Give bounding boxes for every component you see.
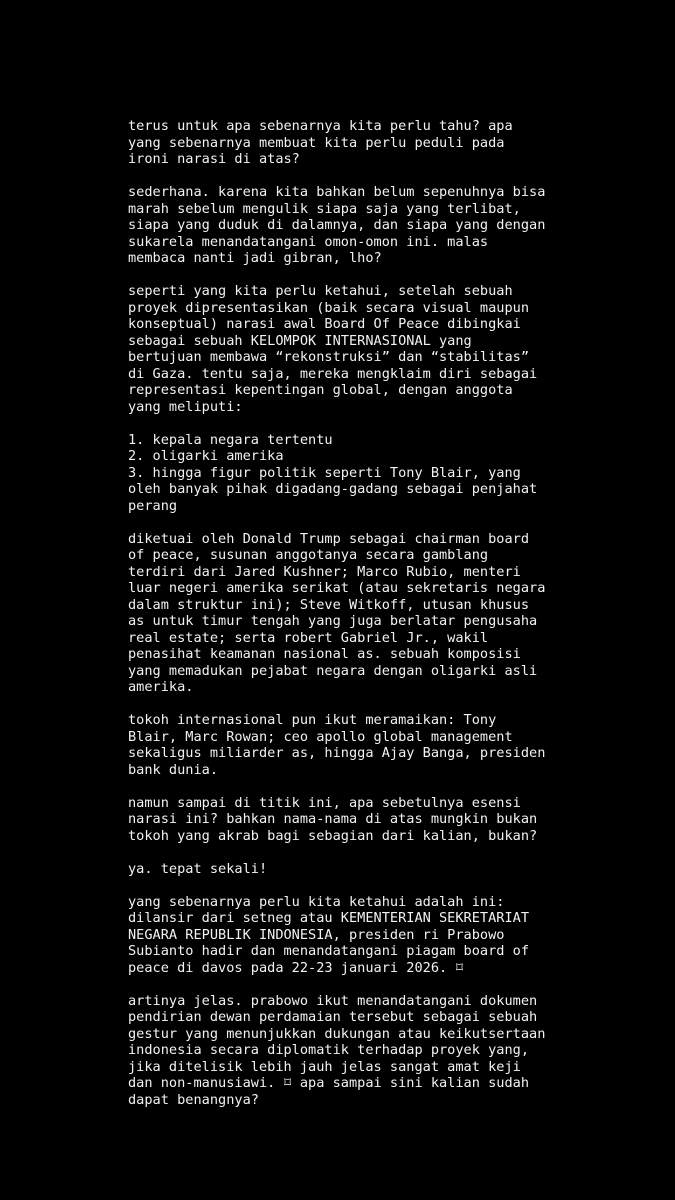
member-list [128, 432, 568, 515]
paragraph-members: diketuai oleh Donald Trump sebagai chairman board of peace, susunan anggotanya secara gamblang terdiri dari Jared Kushner; Marco Rubio, menteri luar negeri amerika serikat (atau sekretaris negara dalam struktur ini); Steve Witkoff, utusan khusus as untuk timur tengah yang juga berlatar pengusaha real estate; serta robert Gabriel Jr., wakil penasihat keamanan nasional as. sebuah komposisi yang memadukan pejabat negara dengan oligarki asli amerika. [128, 530, 546, 695]
list-item: 2. oligarki amerika [128, 448, 284, 464]
paragraph-exclamation: ya. tepat sekali! [128, 860, 268, 877]
paragraph-essence-question: namun sampai di titik ini, apa sebetulnya esensi narasi ini? bahkan nama-nama di atas mungkin bukan tokoh yang akrab bagi sebagian dari kalian, bukan? [128, 794, 538, 844]
paragraph-simple-answer: sederhana. karena kita bahkan belum sepenuhnya bisa marah sebelum mengulik siapa saja yang terlibat, siapa yang duduk di dalamnya, dan siapa yang dengan sukarela menandatangani omon-omon ini. malas membaca nanti jadi gibran, lho? [128, 184, 546, 266]
paragraph-question: terus untuk apa sebenarnya kita perlu tahu? apa yang sebenarnya membuat kita perlu peduli pada ironi narasi di atas? [128, 118, 513, 167]
list-item: 1. kepala negara tertentu [128, 431, 333, 448]
paragraph-board-of-peace-intro: seperti yang kita perlu ketahui, setelah sebuah proyek dipresentasikan (baik secara visual maupun konseptual) narasi awal Board Of Peace dibingkai sebagai sebuah KELOMPOK INTERNASIONAL yang bertujuan membawa “rekonstruksi” dan “stabilitas” di Gaza. tentu saja, mereka mengklaim diri sebagai representasi kepentingan global, dengan anggota yang meliputi: [128, 283, 538, 415]
paragraph-setneg: yang sebenarnya perlu kita ketahui adalah ini: dilansir dari setneg atau KEMENTERIAN SEKRETARIAT NEGARA REPUBLIK INDONESIA, presiden ri Prabowo Subianto hadir dan menandatangani piagam board of peace di davos pada 22-23 januari 2026. ⌑ [128, 893, 530, 976]
paragraph-international-figures: tokoh internasional pun ikut meramaikan: Tony Blair, Marc Rowan; ceo apollo global management sekaligus miliarder as, hingga Ajay Banga, presiden bank dunia. [128, 712, 546, 778]
story-text-block [128, 118, 568, 1125]
list-item: 3. hingga figur politik seperti Tony Blair, yang oleh banyak pihak digadang-gadang sebagai penjahat perang [128, 464, 538, 514]
paragraph-conclusion: artinya jelas. prabowo ikut menandatangani dokumen pendirian dewan perdamaian tersebut sebagai sebuah gestur yang menunjukkan dukungan atau keikutsertaan indonesia secara diplomatik terhadap proyek yang, jika ditelisik lebih jauh jelas sangat amat keji dan non-manusiawi. ⌑ apa sampai sini kalian sudah dapat benangnya? [128, 992, 546, 1108]
